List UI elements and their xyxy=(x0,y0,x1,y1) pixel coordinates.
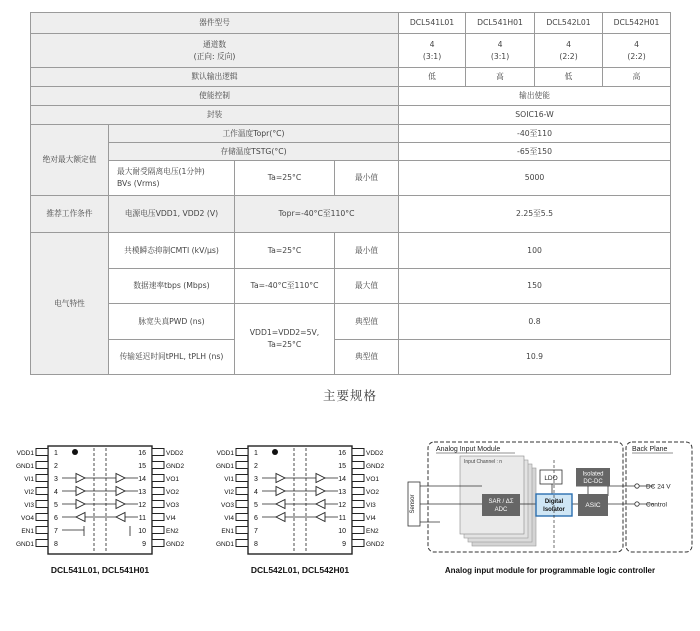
row-model xyxy=(31,13,671,34)
ic-body xyxy=(48,446,152,554)
pin-label-right: VI4 xyxy=(166,515,176,522)
model-4: DCL542H01 xyxy=(603,13,671,34)
channels-4: 4 (2:2) xyxy=(603,34,671,68)
pin-right-16 xyxy=(152,449,164,456)
logic-1: 低 xyxy=(399,68,466,87)
pin-label-right: EN2 xyxy=(166,528,179,535)
pin-label-left: VI1 xyxy=(24,476,34,483)
module-caption: Analog input module for programmable logic controller xyxy=(444,566,656,575)
channel-label: Input Channel : n xyxy=(464,459,503,465)
pin-label-right: GND2 xyxy=(166,541,185,548)
pin-label-right: VO3 xyxy=(166,502,180,509)
pin-right-9 xyxy=(352,540,364,547)
row-package xyxy=(31,106,671,125)
pin-label-right: VI4 xyxy=(366,515,376,522)
rate-cond: Ta=-40°C至110°C xyxy=(235,269,335,304)
pin-number: 9 xyxy=(342,541,346,548)
pin-right-12 xyxy=(152,501,164,508)
pin-number: 14 xyxy=(138,476,146,483)
pwd-type: 典型值 xyxy=(335,304,399,340)
vdd-label: 电源电压VDD1, VDD2 (V) xyxy=(109,196,235,233)
row-cmti xyxy=(31,233,671,269)
pin-number: 7 xyxy=(254,528,258,535)
package-label: 封装 xyxy=(31,106,399,125)
pin-right-16 xyxy=(352,449,364,456)
package-value: SOIC16-W xyxy=(399,106,671,125)
pin-right-14 xyxy=(152,475,164,482)
pin-left-1 xyxy=(236,449,248,456)
ldo-label: LDO xyxy=(544,475,558,482)
pin-number: 5 xyxy=(54,502,58,509)
pin-number: 3 xyxy=(54,476,58,483)
row-isolation xyxy=(31,161,671,196)
row-enable xyxy=(31,87,671,106)
pin-label-right: VO1 xyxy=(366,476,380,483)
pin-right-11 xyxy=(152,514,164,521)
pin-right-10 xyxy=(352,527,364,534)
isolation-value: 5000 xyxy=(399,161,671,196)
pin-label-left: VI1 xyxy=(224,476,234,483)
pin-number: 15 xyxy=(338,463,346,470)
pin-right-15 xyxy=(152,462,164,469)
pin-label-left: VDD1 xyxy=(216,450,234,457)
sensor-label: Sensor xyxy=(410,494,416,514)
pin-label-left: EN1 xyxy=(221,528,234,535)
pin1-dot xyxy=(272,449,278,455)
pin-label-left: VO3 xyxy=(220,502,234,509)
rate-value: 150 xyxy=(399,269,671,304)
pin-label-left: GND1 xyxy=(215,463,234,470)
module-block-diagram xyxy=(400,440,698,580)
pin-left-6 xyxy=(36,514,48,521)
enable-label: 使能控制 xyxy=(31,87,399,106)
pin-number: 16 xyxy=(338,450,346,457)
asic-label: ASIC xyxy=(585,502,601,509)
row-channels xyxy=(31,34,671,68)
pin-label-right: VO1 xyxy=(166,476,180,483)
channels-1: 4 (3:1) xyxy=(399,34,466,68)
backplane-title: Back Plane xyxy=(632,446,668,453)
pinout-1-caption: DCL541L01, DCL541H01 xyxy=(50,565,150,575)
pinout-diagram-2 xyxy=(200,440,410,580)
pin-label-left: VI4 xyxy=(224,515,234,522)
shared-cond: VDD1=VDD2=5V, Ta=25°C xyxy=(235,304,335,375)
pin-label-right: GND2 xyxy=(366,541,385,548)
pin-number: 11 xyxy=(138,515,146,522)
pin-label-right: GND2 xyxy=(366,463,385,470)
cmti-cond: Ta=25°C xyxy=(235,233,335,269)
pin-left-3 xyxy=(236,475,248,482)
pin-label-left: VI2 xyxy=(224,489,234,496)
tp-type: 典型值 xyxy=(335,340,399,375)
isolator-label-2: Isolator xyxy=(543,507,565,513)
pin-number: 4 xyxy=(54,489,58,496)
isolator-label-1: Digital xyxy=(544,499,564,505)
pin-label-left: EN1 xyxy=(21,528,34,535)
pin-label-left: GND1 xyxy=(215,541,234,548)
pin1-dot xyxy=(72,449,78,455)
pin-number: 3 xyxy=(254,476,258,483)
pin-number: 4 xyxy=(254,489,258,496)
pwd-label: 脉宽失真PWD (ns) xyxy=(109,304,235,340)
pin-right-9 xyxy=(152,540,164,547)
pin-left-6 xyxy=(236,514,248,521)
pin-label-right: VO2 xyxy=(166,489,180,496)
row-tstg xyxy=(31,143,671,161)
pin-number: 1 xyxy=(254,450,258,457)
topr-label: 工作温度Topr(°C) xyxy=(109,125,399,143)
pin-number: 6 xyxy=(54,515,58,522)
row-recommended xyxy=(31,196,671,233)
pin-number: 2 xyxy=(254,463,258,470)
pin-number: 10 xyxy=(138,528,146,535)
dc24-label: DC 24 V xyxy=(646,483,671,491)
vdd-value: 2.25至5.5 xyxy=(399,196,671,233)
pin-number: 6 xyxy=(254,515,258,522)
logic-2: 高 xyxy=(466,68,535,87)
ic-body xyxy=(248,446,352,554)
rate-label: 数据速率tbps (Mbps) xyxy=(109,269,235,304)
pin-left-8 xyxy=(236,540,248,547)
row-tp xyxy=(31,340,671,375)
row-default-logic xyxy=(31,68,671,87)
pin-left-7 xyxy=(36,527,48,534)
pin-label-right: VDD2 xyxy=(166,450,184,457)
pin-number: 14 xyxy=(338,476,346,483)
tp-value: 10.9 xyxy=(399,340,671,375)
pin-number: 11 xyxy=(338,515,346,522)
pin-number: 10 xyxy=(338,528,346,535)
pin-label-right: VO2 xyxy=(366,489,380,496)
pinout-2-caption: DCL542L01, DCL542H01 xyxy=(250,565,350,575)
pin-label-right: GND2 xyxy=(166,463,185,470)
logic-4: 高 xyxy=(603,68,671,87)
pwd-value: 0.8 xyxy=(399,304,671,340)
enable-value: 输出使能 xyxy=(399,87,671,106)
pin-left-5 xyxy=(36,501,48,508)
control-label: Control xyxy=(646,501,667,509)
tstg-label: 存储温度TSTG(°C) xyxy=(109,143,399,161)
pin-right-13 xyxy=(152,488,164,495)
channels-3: 4 (2:2) xyxy=(535,34,603,68)
pin-number: 1 xyxy=(54,450,58,457)
recommended-group: 推荐工作条件 xyxy=(31,196,109,233)
pin-left-1 xyxy=(36,449,48,456)
pin-left-8 xyxy=(36,540,48,547)
backplane-frame xyxy=(626,442,692,552)
pin-label-left: GND1 xyxy=(15,463,34,470)
pin-number: 12 xyxy=(138,502,146,509)
row-topr xyxy=(31,125,671,143)
pin-number: 9 xyxy=(142,541,146,548)
model-2: DCL541H01 xyxy=(466,13,535,34)
abs-max-group: 绝对最大额定值 xyxy=(31,125,109,196)
pin-label-left: VO4 xyxy=(20,515,34,522)
pin-left-2 xyxy=(36,462,48,469)
pin-left-5 xyxy=(236,501,248,508)
row-rate xyxy=(31,269,671,304)
pin-number: 7 xyxy=(54,528,58,535)
module-title: Analog Input Module xyxy=(436,446,501,453)
pin-right-13 xyxy=(352,488,364,495)
pin-label-right: VI3 xyxy=(366,502,376,509)
cmti-type: 最小值 xyxy=(335,233,399,269)
electrical-group: 电气特性 xyxy=(31,233,109,375)
default-logic-label: 默认输出逻辑 xyxy=(31,68,399,87)
cmti-label: 共模瞬态抑制CMTI (kV/μs) xyxy=(109,233,235,269)
pin-number: 13 xyxy=(138,489,146,496)
rate-type: 最大值 xyxy=(335,269,399,304)
pin-label-right: EN2 xyxy=(366,528,379,535)
pinout-diagram-1 xyxy=(0,440,210,580)
dcdc-label-2: DC-DC xyxy=(583,479,603,485)
pin-number: 8 xyxy=(54,541,58,548)
pin-label-left: GND1 xyxy=(15,541,34,548)
table-caption: 主要规格 xyxy=(322,388,377,403)
pin-right-12 xyxy=(352,501,364,508)
pin-label-left: VI3 xyxy=(24,502,34,509)
model-3: DCL542L01 xyxy=(535,13,603,34)
pin-left-7 xyxy=(236,527,248,534)
tstg-value: -65至150 xyxy=(399,143,671,161)
pin-number: 15 xyxy=(138,463,146,470)
pin-number: 16 xyxy=(138,450,146,457)
pin-left-2 xyxy=(236,462,248,469)
pin-label-left: VDD1 xyxy=(16,450,34,457)
topr-value: -40至110 xyxy=(399,125,671,143)
dcdc-label-1: Isolated xyxy=(582,471,604,478)
pin-label-left: VI2 xyxy=(24,489,34,496)
row-pwd xyxy=(31,304,671,340)
isolation-type: 最小值 xyxy=(335,161,399,196)
pin-right-14 xyxy=(352,475,364,482)
cmti-value: 100 xyxy=(399,233,671,269)
adc-label-1: SAR / ΔΣ xyxy=(488,499,514,505)
vdd-cond: Topr=-40°C至110°C xyxy=(235,196,399,233)
logic-3: 低 xyxy=(535,68,603,87)
model-1: DCL541L01 xyxy=(399,13,466,34)
pin-number: 5 xyxy=(254,502,258,509)
pin-left-3 xyxy=(36,475,48,482)
pin-number: 8 xyxy=(254,541,258,548)
channels-2: 4 (3:1) xyxy=(466,34,535,68)
header-label: 器件型号 xyxy=(31,13,399,34)
tp-label: 传输延迟时间tPHL, tPLH (ns) xyxy=(109,340,235,375)
isolation-label: 最大耐受隔离电压(1分钟) BVs (Vrms) xyxy=(109,161,235,196)
pin-number: 2 xyxy=(54,463,58,470)
spec-table xyxy=(30,12,671,375)
pin-right-15 xyxy=(352,462,364,469)
channels-label: 通道数 (正向: 反向) xyxy=(31,34,399,68)
pin-number: 13 xyxy=(338,489,346,496)
isolation-cond: Ta=25°C xyxy=(235,161,335,196)
pin-right-11 xyxy=(352,514,364,521)
pin-number: 12 xyxy=(338,502,346,509)
pin-left-4 xyxy=(236,488,248,495)
adc-label-2: ADC xyxy=(494,507,508,513)
pin-right-10 xyxy=(152,527,164,534)
pin-left-4 xyxy=(36,488,48,495)
pin-label-right: VDD2 xyxy=(366,450,384,457)
